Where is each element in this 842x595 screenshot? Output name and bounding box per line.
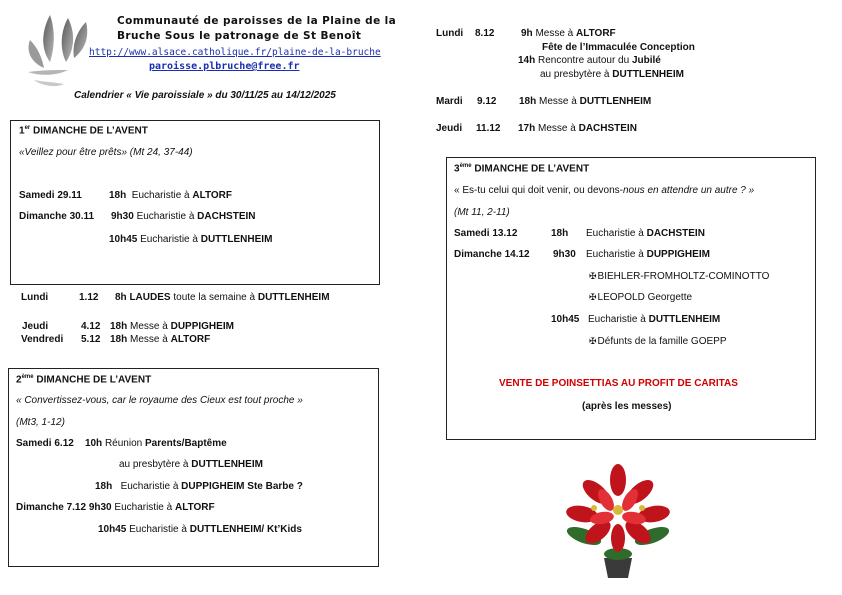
intention-3: ✠Défunts de la famille GOEPP bbox=[589, 336, 727, 347]
sunday-3-dimanche-event: Eucharistie à DUPPIGHEIM bbox=[586, 249, 710, 260]
sunday-3-dimanche-day: Dimanche 14.12 bbox=[454, 249, 530, 260]
week2-mardi-date: 9.12 bbox=[477, 96, 497, 107]
sunday-1-verse: «Veillez pour être prêts» (Mt 24, 37-44) bbox=[19, 147, 193, 158]
week1-jeudi-date: 4.12 bbox=[81, 321, 101, 332]
sunday-2-row-1b: au presbytère à DUTTLENHEIM bbox=[119, 459, 263, 470]
sunday-3-title: 3ème DIMANCHE DE L’AVENT bbox=[454, 163, 590, 175]
poinsettia-sale: VENTE DE POINSETTIAS AU PROFIT DE CARITAS bbox=[499, 378, 738, 389]
sunday-2-row-1: Samedi 6.12 10h Réunion Parents/Baptême bbox=[16, 438, 227, 449]
week2-mardi-event: 18h Messe à DUTTLENHEIM bbox=[519, 96, 652, 107]
sunday-3-verse-ref: (Mt 11, 2-11) bbox=[454, 207, 510, 218]
sunday-1-title: 1er DIMANCHE DE L’AVENT bbox=[19, 125, 148, 137]
week2-lundi-day: Lundi bbox=[436, 28, 464, 39]
week2-jeudi-day: Jeudi bbox=[436, 123, 463, 134]
row-day: Samedi 29.11 bbox=[19, 190, 82, 201]
week2-lundi-date: 8.12 bbox=[475, 28, 495, 39]
email-link[interactable]: paroisse.plbruche@free.fr bbox=[149, 61, 300, 72]
week1-lundi-day: Lundi bbox=[21, 292, 49, 303]
week2-lundi-event: 9h Messe à ALTORF bbox=[521, 28, 616, 39]
week1-vendredi-event: 18h Messe à ALTORF bbox=[110, 334, 211, 345]
week1-jeudi-day: Jeudi bbox=[22, 321, 49, 332]
sunday-2-verse: « Convertissez-vous, car le royaume des Cieux est tout proche » bbox=[16, 395, 303, 406]
week1-vendredi-day: Vendredi bbox=[21, 334, 64, 345]
poinsettia-sale-note: (après les messes) bbox=[582, 401, 672, 412]
sunday-2-title: 2ème DIMANCHE DE L’AVENT bbox=[16, 374, 152, 386]
sunday-2-verse-ref: (Mt3, 1-12) bbox=[16, 417, 65, 428]
sunday-3-d2-time: 10h45 bbox=[551, 314, 580, 325]
sunday-3-dimanche-time: 9h30 bbox=[553, 249, 576, 260]
poinsettia-plant-image bbox=[558, 458, 678, 580]
intention-cross-icon: ✠ bbox=[589, 271, 597, 281]
calendar-title: Calendrier « Vie paroissiale » du 30/11/25 au 14/12/2025 bbox=[74, 90, 336, 101]
parish-logo bbox=[20, 10, 100, 95]
week2-jubile: 14h Rencontre autour du Jubilé bbox=[518, 55, 661, 66]
week2-mardi-day: Mardi bbox=[436, 96, 463, 107]
sunday-3-d2-event: Eucharistie à DUTTLENHEIM bbox=[588, 314, 721, 325]
intention-2: ✠LEOPOLD Georgette bbox=[589, 292, 693, 303]
week1-jeudi-event: 18h Messe à DUPPIGHEIM bbox=[110, 321, 234, 332]
week2-feast: Fête de l’Immaculée Conception bbox=[542, 42, 695, 53]
sunday-2-row-3: Dimanche 7.12 9h30 Eucharistie à ALTORF bbox=[16, 502, 215, 513]
sunday-3-samedi-day: Samedi 13.12 bbox=[454, 228, 518, 239]
week2-jeudi-event: 17h Messe à DACHSTEIN bbox=[518, 123, 637, 134]
sunday-1-box bbox=[10, 120, 380, 285]
week1-vendredi-date: 5.12 bbox=[81, 334, 101, 345]
intention-cross-icon: ✠ bbox=[589, 336, 597, 346]
week1-lundi-date: 1.12 bbox=[79, 292, 99, 303]
sunday-2-row-2: 18h Eucharistie à DUPPIGHEIM Ste Barbe ? bbox=[95, 481, 303, 492]
sunday-2-row-4: 10h45 Eucharistie à DUTTLENHEIM/ Kt’Kids bbox=[98, 524, 302, 535]
sunday-3-samedi-time: 18h bbox=[551, 228, 569, 239]
week2-jeudi-date: 11.12 bbox=[476, 123, 501, 134]
sunday-3-verse: « Es-tu celui qui doit venir, ou devons-nous en attendre un autre ? » bbox=[454, 185, 755, 196]
row-event: 9h30 Eucharistie à DACHSTEIN bbox=[111, 211, 256, 222]
week1-lundi-event: 8h LAUDES toute la semaine à DUTTLENHEIM bbox=[115, 292, 330, 303]
intention-cross-icon: ✠ bbox=[589, 292, 597, 302]
intention-1: ✠BIEHLER-FROMHOLTZ-COMINOTTO bbox=[589, 271, 770, 282]
website-link[interactable]: http://www.alsace.catholique.fr/plaine-de-la-bruche bbox=[89, 47, 381, 58]
header-line-2: Bruche Sous le patronage de St Benoît bbox=[117, 30, 362, 42]
row-event: 10h45 Eucharistie à DUTTLENHEIM bbox=[109, 234, 273, 245]
week2-presbytere: au presbytère à DUTTLENHEIM bbox=[540, 69, 684, 80]
sunday-3-samedi-event: Eucharistie à DACHSTEIN bbox=[586, 228, 705, 239]
row-day: Dimanche 30.11 bbox=[19, 211, 95, 222]
header-line-1: Communauté de paroisses de la Plaine de la bbox=[117, 15, 397, 27]
row-event: 18h Eucharistie à ALTORF bbox=[109, 190, 233, 201]
